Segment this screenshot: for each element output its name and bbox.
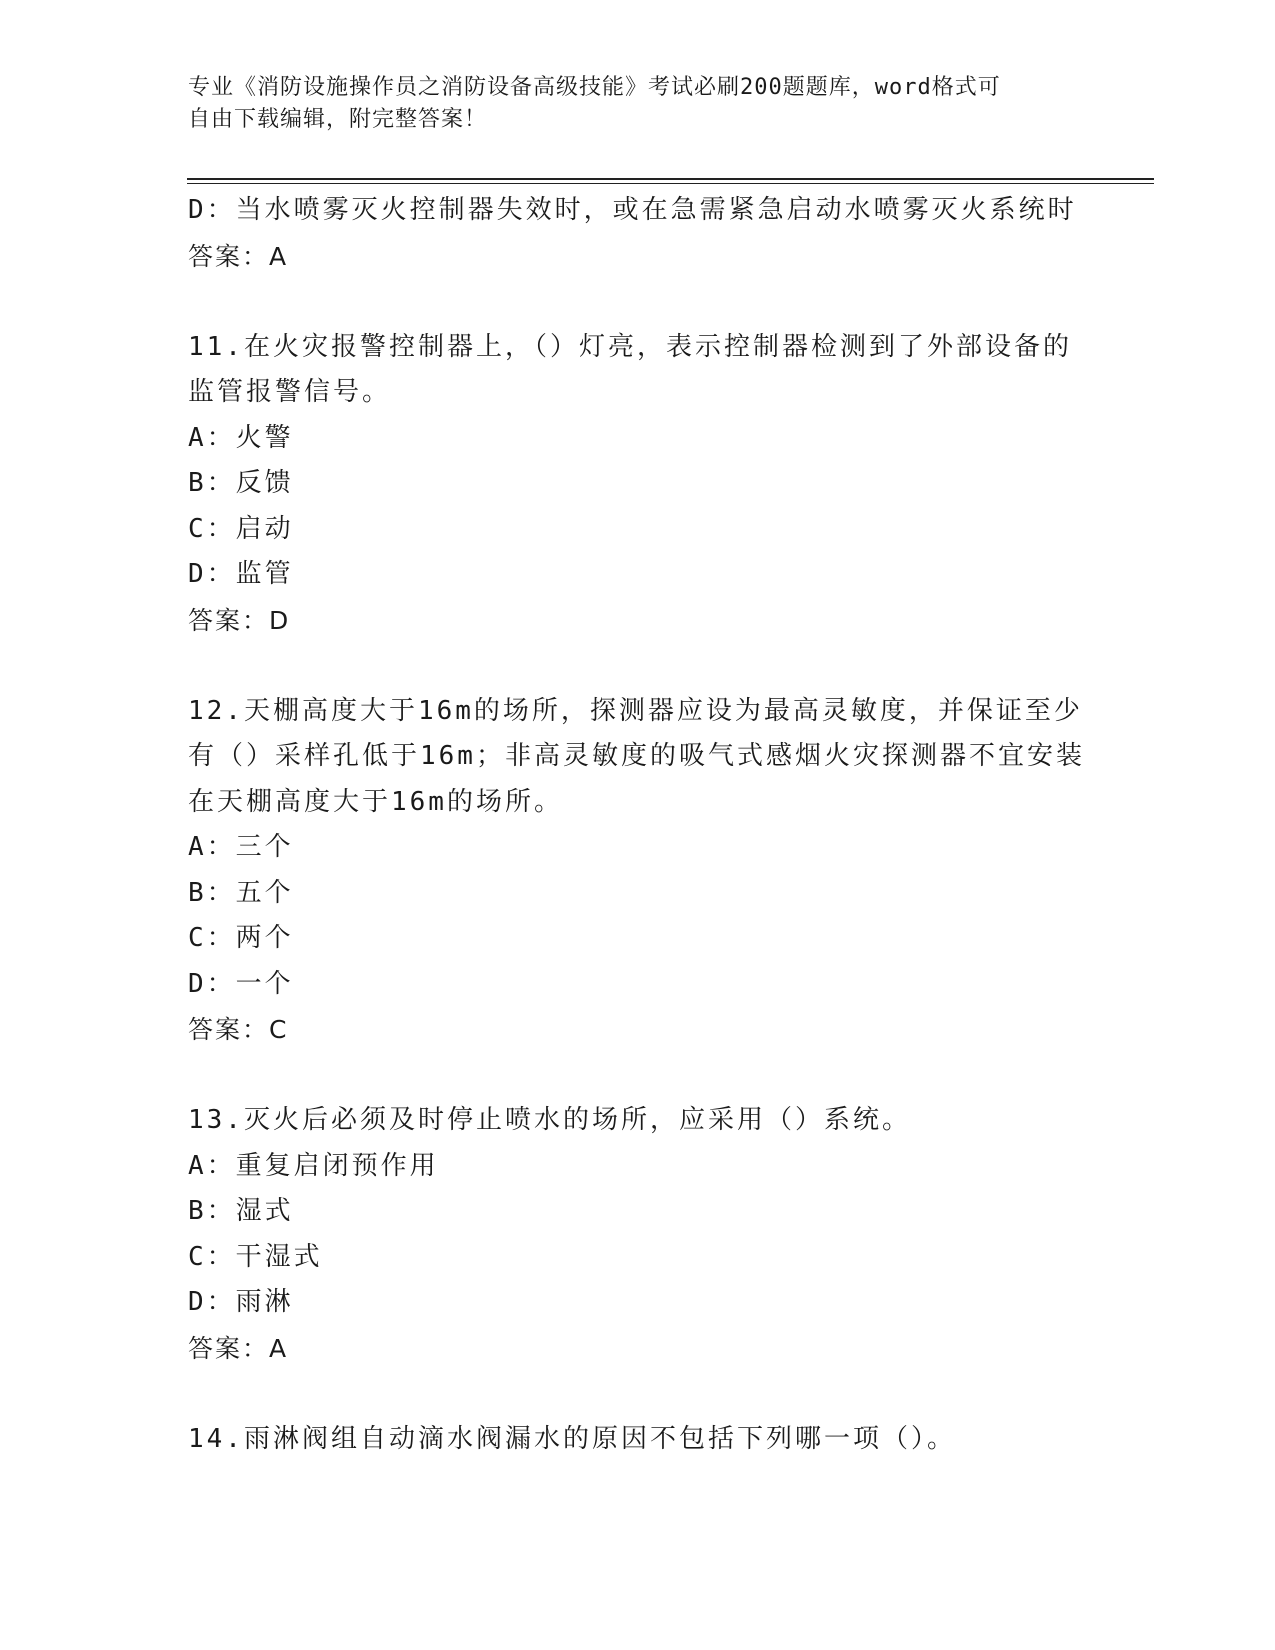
spacer <box>188 1371 1108 1417</box>
option-b: B：五个 <box>188 877 294 908</box>
header-divider-thick <box>187 178 1154 180</box>
prev-answer: 答案：A <box>188 241 289 271</box>
option-b: B：反馈 <box>188 468 294 498</box>
question-stem: 11.在火灾报警控制器上，（）灯亮，表示控制器检测到了外部设备的监管报警信号。 <box>188 331 1072 407</box>
question-stem: 13.灭火后必须及时停止喷水的场所，应采用（）系统。 <box>188 1105 911 1135</box>
answer: 答案：A <box>188 1333 289 1363</box>
option-a: A：三个 <box>188 832 294 862</box>
question-list <box>188 188 1108 1462</box>
option-c: C：启动 <box>188 513 294 544</box>
spacer <box>188 279 1108 325</box>
option-a: A：火警 <box>188 422 294 453</box>
question-stem: 14.雨淋阀组自动滴水阀漏水的原因不包括下列哪一项（）。 <box>188 1423 956 1454</box>
question-12 <box>188 689 1108 1053</box>
option-d: D：雨淋 <box>188 1287 294 1317</box>
prev-option-d: D：当水喷雾灭火控制器失效时，或在急需紧急启动水喷雾灭火系统时 <box>188 195 1077 225</box>
option-b: B：湿式 <box>188 1196 294 1226</box>
document-header <box>188 72 1068 136</box>
option-c: C：两个 <box>188 923 294 953</box>
question-11 <box>188 325 1108 644</box>
spacer <box>188 643 1108 689</box>
header-line-2: 自由下载编辑，附完整答案！ <box>188 107 488 132</box>
option-a: A：重复启闭预作用 <box>188 1150 439 1181</box>
answer: 答案：D <box>188 605 291 635</box>
question-14 <box>188 1417 1108 1463</box>
question-stem: 12.天棚高度大于16m的场所，探测器应设为最高灵敏度，并保证至少有（）采样孔低于16m；非高灵敏度的吸气式感烟火灾探测器不宜安装在天棚高度大于16m的场所。 <box>188 695 1085 817</box>
header-divider-thin <box>187 183 1154 184</box>
option-c: C：干湿式 <box>188 1241 323 1272</box>
answer: 答案：C <box>188 1015 289 1044</box>
header-line-1: 专业《消防设施操作员之消防设备高级技能》考试必刷200题题库，word格式可 <box>188 75 1001 100</box>
option-d: D：监管 <box>188 559 294 589</box>
question-13 <box>188 1098 1108 1371</box>
spacer <box>188 1053 1108 1099</box>
option-d: D：一个 <box>188 968 294 999</box>
